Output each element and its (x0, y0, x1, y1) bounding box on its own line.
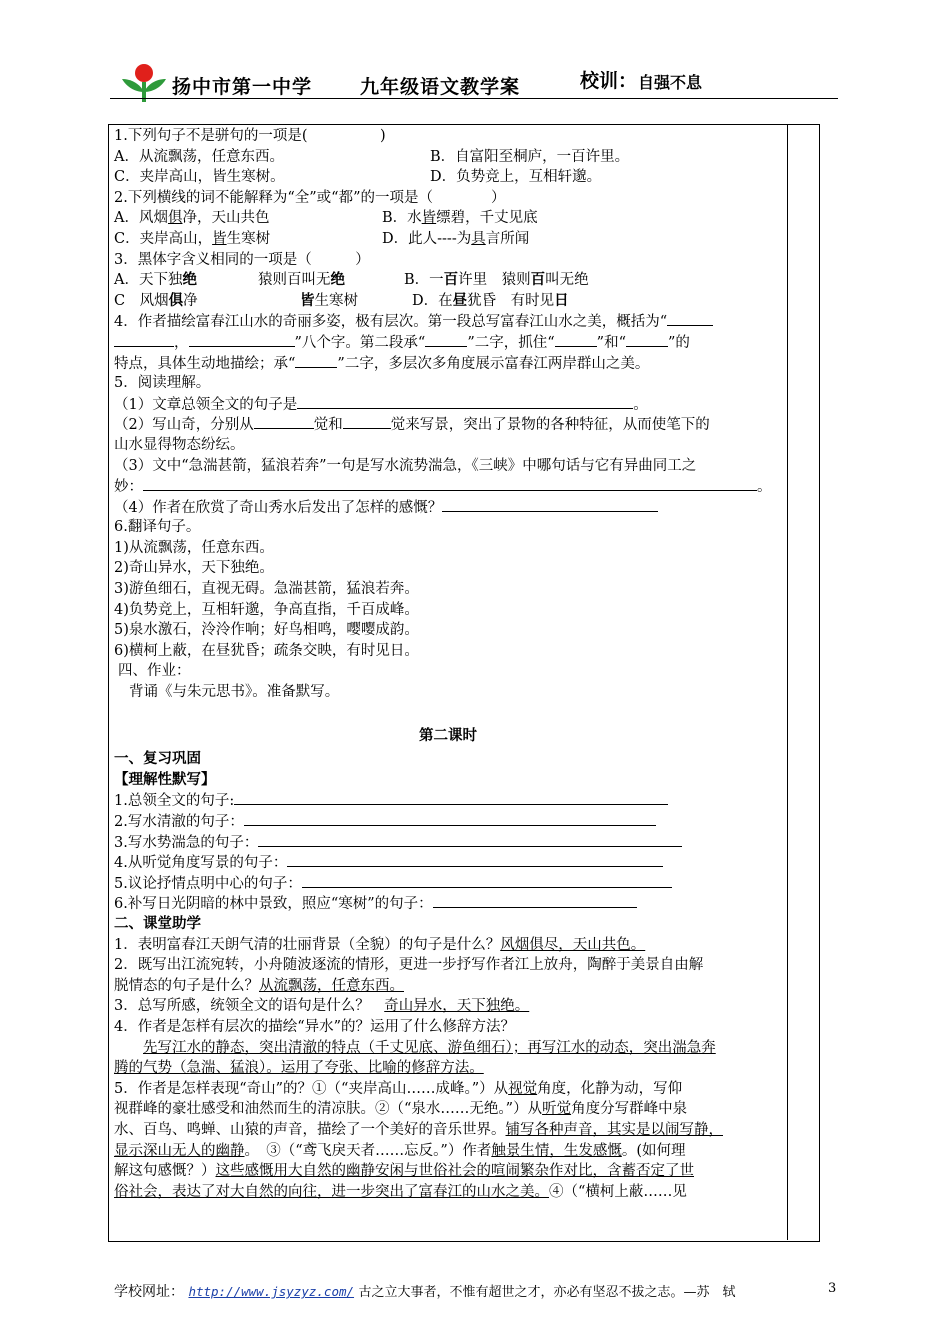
help-q5-line-6: 俗社会，表达了对大自然的向往，进一步突出了富春江的山水之美。④（“横柯上蔽……见 (114, 1183, 687, 1200)
q3-option-a2: 猿则百叫无绝 (258, 271, 345, 289)
q2-option-c: C．夹岸高山，皆生寒树 (114, 230, 271, 247)
q6-item-2: 2)奇山异水，天下独绝。 (114, 560, 274, 577)
q2-option-d: D．此人----为具言所闻 (382, 230, 530, 247)
section-review: 一、复习巩固 (114, 750, 201, 768)
q5-sub-4: （4）作者在欣赏了奇山秀水后发出了怎样的感慨？ (114, 497, 782, 518)
help-q2-cont: 脱情态的句子是什么？从流飘荡，任意东西。 (114, 977, 404, 994)
q3-options-cd (114, 291, 782, 312)
dictation-3: 3.写水势湍急的句子： (114, 832, 782, 853)
table-column-divider (787, 124, 788, 1240)
help-q4-answer-2: 腾的气势（急湍、猛浪）。运用了夸张、比喻的修辞方法。 (114, 1060, 484, 1077)
q5-sub-3: （3）文中“急湍甚箭，猛浪若奔”一句是写水流势湍急，《三峡》中哪句话与它有异曲同工之 (114, 457, 697, 474)
q5-sub-2-cont: 山水显得物态纷纭。 (114, 436, 245, 453)
q5-sub-1: （1）文章总领全文的句子是 。 (114, 394, 782, 415)
help-q1: 1．表明富春江天朗气清的壮丽背景（全貌）的句子是什么？风烟俱尽，天山共色。 (114, 936, 646, 953)
q6-stem: 6.翻译句子。 (114, 519, 201, 536)
q5-stem: 5．阅读理解。 (114, 375, 211, 392)
help-q5-line-1: 5．作者是怎样表现“奇山”的？①（“夹岸高山……成峰。”）从视觉角度，化静为动，写仰 (114, 1080, 683, 1097)
help-q4: 4．作者是怎样有层次的描绘“异水”的？运用了什么修辞方法？ (114, 1018, 516, 1035)
homework-text: 背诵《与朱元思书》。准备默写。 (129, 684, 340, 701)
q3-option-d: D．在昼犹昏 有时见日 (412, 291, 569, 309)
q6-item-6: 6)横柯上蔽，在昼犹昏；疏条交映，有时见日。 (114, 642, 419, 659)
q1-option-d: D．负势竞上，互相轩邈。 (430, 169, 602, 186)
help-q3: 3．总写所感，统领全文的语句是什么？ 奇山异水，天下独绝。 (114, 998, 530, 1015)
q1-option-b: B．自富阳至桐庐，一百许里。 (430, 148, 630, 165)
lesson-content (114, 126, 782, 1202)
footer-label: 学校网址： (114, 1284, 184, 1300)
motto: 自强不息 (638, 73, 703, 92)
q1-option-c: C．夹岸高山，皆生寒树。 (114, 169, 285, 186)
q1-options-ab (114, 147, 782, 168)
header-rule (110, 98, 838, 99)
dictation-4: 4.从听觉角度写景的句子： (114, 852, 782, 873)
plan-title: 九年级语文教学案 (360, 76, 521, 98)
q2-options-cd (114, 229, 782, 250)
q3-stem: 3．黑体字含义相同的一项是（ ） (114, 251, 370, 268)
q6-item-1: 1)从流飘荡，任意东西。 (114, 539, 274, 556)
q3-option-c2: 皆生寒树 (300, 291, 358, 309)
q2-option-b: B．水皆缥碧，千丈见底 (382, 210, 538, 227)
q6-item-3: 3)游鱼细石，直视无碍。急湍甚箭，猛浪若奔。 (114, 581, 419, 598)
dictation-2: 2.写水清澈的句子： (114, 811, 782, 832)
dictation-1: 1.总领全文的句子: (114, 790, 782, 811)
q3-option-a1: A．天下独绝 (114, 271, 197, 289)
section-review-sub: 【理解性默写】 (114, 770, 216, 788)
dictation-6: 6.补写日光阴暗的林中景致，照应“寒树”的句子： (114, 893, 782, 914)
page-header (110, 62, 838, 102)
help-q4-answer-1: 先写江水的静态，突出清澈的特点（千丈见底、游鱼细石）；再写江水的动态，突出湍急奔 (143, 1039, 716, 1056)
q6-item-4: 4)负势竞上，互相轩邈，争高直指，千百成峰。 (114, 601, 419, 618)
q1-stem: 1.下列句子不是骈句的一项是( ) (114, 128, 386, 144)
q5-sub-2: （2）写山奇，分别从 觉和 觉来写景，突出了景物的各种特征，从而使笔下的 (114, 414, 782, 435)
q2-option-a: A．风烟俱净，天山共色 (114, 210, 270, 227)
page-footer (114, 1281, 844, 1301)
q4-line-3: 特点，具体生动地描绘；承“ ”二字，多层次多角度展示富春江两岸群山之美。 (114, 353, 782, 374)
q3-option-b: B．一百许里 猿则百叫无绝 (404, 271, 589, 289)
q1-option-a: A．从流飘荡，任意东西。 (114, 148, 284, 165)
school-website-link[interactable]: http://www.jsyzyz.com/ (188, 1284, 355, 1299)
q4-line-2: ， ”八个字。第二段承“ ”二字，抓住“ ”和“ ”的 (114, 332, 782, 353)
page-number: 3 (828, 1281, 837, 1296)
q4-line-1: 4．作者描绘富春江山水的奇丽多姿，极有层次。第一段总写富春江山水之美，概括为“ (114, 311, 782, 332)
lesson-2-title: 第二课时 (419, 727, 477, 745)
q6-item-5: 5)泉水激石，泠泠作响；好鸟相鸣，嘤嘤成韵。 (114, 622, 419, 639)
q1-options-cd (114, 167, 782, 188)
help-q2: 2．既写出江流宛转，小舟随波逐流的情形，更进一步抒写作者江上放舟，陶醉于美景自由解 (114, 957, 704, 974)
q2-options-ab (114, 208, 782, 229)
help-q5-line-3: 水、百鸟、鸣蝉、山猿的声音，描绘了一个美好的音乐世界。铺写各种声音，其实是以闹写静， (114, 1121, 723, 1138)
q5-sub-3-cont: 妙： 。 (114, 476, 782, 497)
help-q5-line-5: 解这句感慨？）这些感慨用大自然的幽静安闲与世俗社会的喧闹繁杂作对比，含蓄否定了世 (114, 1163, 694, 1180)
motto-label: 校训： (580, 70, 638, 92)
homework-title: 四、作业： (118, 663, 191, 680)
q3-option-c1: C 风烟俱净 (114, 291, 198, 309)
school-name: 扬中市第一中学 (172, 76, 313, 98)
dictation-5: 5.议论抒情点明中心的句子： (114, 873, 782, 894)
help-q5-line-2: 视群峰的豪壮感受和油然而生的清凉肤。②（“泉水……无绝。”）从听觉角度分写群峰中泉 (114, 1101, 688, 1118)
help-q5-line-4: 显示深山无人的幽静。 ③（“鸢飞戾天者……忘反。”）作者触景生情，生发感慨。(如何理 (114, 1142, 686, 1159)
school-logo-icon (120, 62, 168, 102)
q3-options-ab (114, 270, 782, 291)
section-class-help: 二、课堂助学 (114, 914, 201, 932)
q2-stem: 2.下列横线的词不能解释为“全”或“都”的一项是（ ） (114, 189, 506, 206)
footer-quote: 古之立大事者，不惟有超世之才，亦必有坚忍不拔之志。—苏 轼 (358, 1285, 736, 1300)
